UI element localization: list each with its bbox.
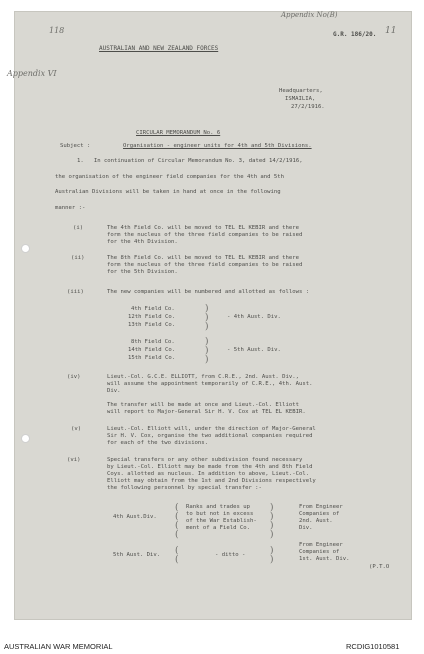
brace-row1-right: ) ) ) ) [270, 503, 274, 540]
transfer-source-line: From Engineer [299, 504, 343, 510]
reference-mark: 11 [385, 26, 397, 36]
allotment-company: 4th Field Co. [131, 306, 175, 312]
item-line: Lieut.-Col. G.C.E. ELLIOTT, from C.R.E., 2nd. Aust. Div., [107, 374, 299, 380]
item-line: by Lieut.-Col. Elliott may be made from the 4th and 8th Field [107, 464, 313, 470]
brace-5th-div: ) ) ) [205, 337, 209, 365]
archive-caption: AUSTRALIAN WAR MEMORIAL [4, 642, 113, 651]
item-line: Special transfers or any other subdivision found necessary [107, 457, 303, 463]
item-line: for each of the two divisions. [107, 440, 209, 446]
item-number: (i) [73, 225, 84, 231]
item-line: The 4th Field Co. will be moved to TEL EL KEBIR and there [107, 225, 299, 231]
document-page [7, 11, 412, 620]
allotment-company: 12th Field Co. [128, 314, 176, 320]
item-line: form the nucleus of the three field companies to be raised [107, 262, 303, 268]
transfer-source-line: 1st. Aust. Div. [299, 556, 350, 562]
address-line-2: ISMAILIA, [285, 96, 316, 102]
archive-id: RCDIG1010581 [346, 642, 400, 651]
transfer-source-line: From Engineer [299, 542, 343, 548]
subject-label: Subject : [60, 143, 91, 149]
transfer-middle-line: of the War Establish- [186, 518, 257, 524]
item-number: (iii) [67, 289, 84, 295]
handwritten-appendix-number: Appendix No(B) [281, 11, 338, 19]
para1-line: the organisation of the engineer field companies for the 4th and 5th [55, 174, 285, 180]
allotment-company: 13th Field Co. [128, 322, 176, 328]
item-number: (ii) [71, 255, 85, 261]
item-line: The transfer will be made at once and Lieut.-Col. Elliott [107, 402, 299, 408]
allotment-company: 14th Field Co. [128, 347, 176, 353]
item-line: for the 5th Division. [107, 269, 178, 275]
para1-line: manner :- [55, 205, 86, 211]
item-number: (v) [71, 426, 82, 432]
brace-row2-right: ) ) [270, 546, 274, 565]
punch-hole [21, 434, 30, 443]
transfer-middle-line: Ranks and trades up [186, 504, 250, 510]
address-line-1: Headquarters, [279, 88, 323, 94]
para1-line: 1. In continuation of Circular Memorandum No. 3, dated 14/2/1916, [77, 158, 303, 164]
memo-title: CIRCULAR MEMORANDUM No. 6 [136, 130, 221, 136]
allotment-company: 8th Field Co. [131, 339, 175, 345]
document-reference: G.R. 186/20. [333, 31, 377, 38]
item-line: form the nucleus of the three field companies to be raised [107, 232, 303, 238]
allotment-division: - 5th Aust. Div. [227, 347, 281, 353]
item-line: will assume the appointment temporarily of C.R.E., 4th. Aust. [107, 381, 313, 387]
transfer-source-line: Companies of [299, 549, 340, 555]
brace-4th-div: ) ) ) [205, 304, 209, 332]
item-line: Coys. allotted as nucleus. In addition to above, Lieut.-Col. [107, 471, 310, 477]
brace-row2-left: ( ( [175, 546, 179, 565]
item-line: the following personnel by special transfer :- [107, 485, 262, 491]
allotment-division: - 4th Aust. Div. [227, 314, 281, 320]
item-line: Elliott may obtain from the 1st and 2nd Divisions respectively [107, 478, 316, 484]
allotment-company: 15th Field Co. [128, 355, 176, 361]
subject-text: Organisation - engineer units for 4th and 5th Divisions. [123, 143, 312, 149]
handwritten-appendix-label: Appendix VI [7, 69, 57, 78]
punch-hole [21, 244, 30, 253]
item-line: The new companies will be numbered and allotted as follows : [107, 289, 310, 295]
transfer-division: 5th Aust. Div. [113, 552, 161, 558]
transfer-middle-line: - ditto - [215, 552, 246, 558]
transfer-middle-line: ment of a Field Co. [186, 525, 250, 531]
document-heading: AUSTRALIAN AND NEW ZEALAND FORCES [99, 45, 219, 52]
item-line: Lieut.-Col. Elliott will, under the direction of Major-General [107, 426, 316, 432]
item-number: (vi) [67, 457, 81, 463]
item-line: will report to Major-General Sir H. V. Cox at TEL EL KEBIR. [107, 409, 306, 415]
item-number: (iv) [67, 374, 81, 380]
para1-line: Australian Divisions will be taken in hand at once in the following [55, 189, 281, 195]
item-line: Sir H. V. Cox, organise the two additional companies required [107, 433, 313, 439]
item-line: Div. [107, 388, 121, 394]
brace-row1-left: ( ( ( ( [175, 503, 179, 540]
please-turn-over: (P.T.O [369, 564, 390, 570]
transfer-division: 4th Aust.Div. [113, 514, 157, 520]
address-date: 27/2/1916. [291, 104, 325, 110]
transfer-source-line: 2nd. Aust. [299, 518, 333, 524]
transfer-middle-line: to but not in excess [186, 511, 254, 517]
handwritten-number: 118 [49, 26, 65, 35]
item-line: for the 4th Division. [107, 239, 178, 245]
item-line: The 8th Field Co. will be moved to TEL EL KEBIR and there [107, 255, 299, 261]
transfer-source-line: Companies of [299, 511, 340, 517]
transfer-source-line: Div. [299, 525, 313, 531]
